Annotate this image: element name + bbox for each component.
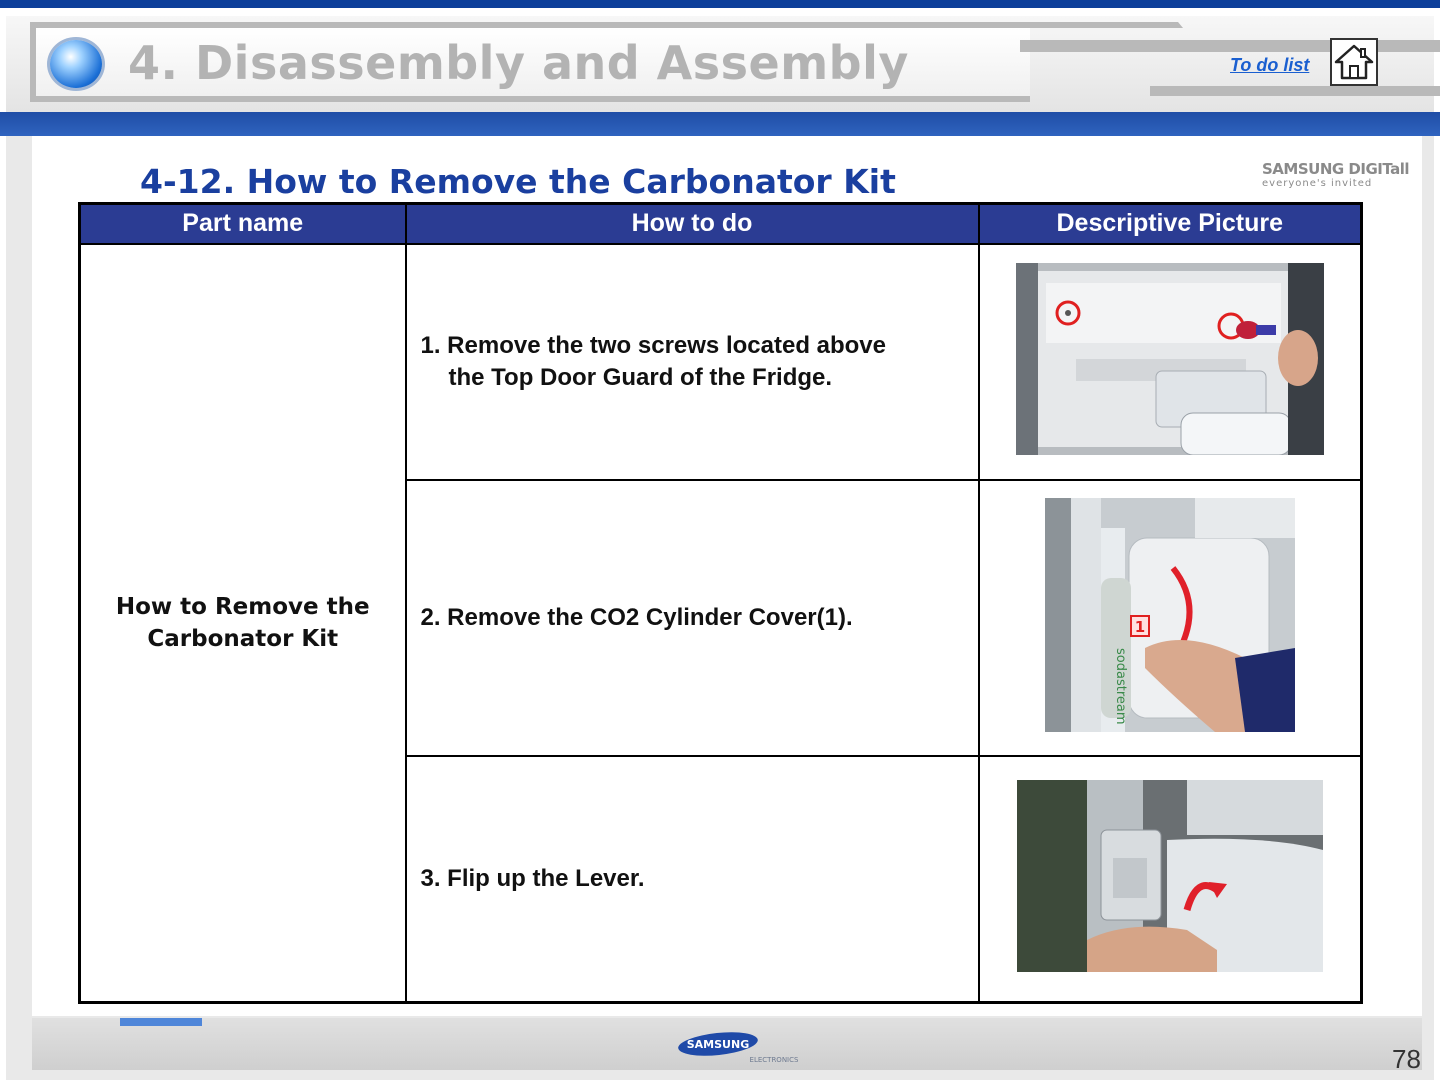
page-title: 4. Disassembly and Assembly [128,36,909,90]
footer-logo-text: SAMSUNG [686,1038,750,1051]
table-header-row [80,204,1362,244]
cover-callout-label: 1 [1134,618,1145,636]
part-name-line2: Carbonator Kit [147,625,339,652]
part-name-cell [80,244,406,1003]
step-1-line2: the Top Door Guard of the Fridge. [448,363,833,391]
procedure-table [78,202,1363,1004]
header-blue-band [0,112,1440,136]
footer-logo-sub: ELECTRONICS [749,1056,799,1064]
top-accent-line [0,0,1440,8]
brand-name: SAMSUNG DIGITall [1262,160,1410,178]
cylinder-label: sodastream [1112,648,1128,725]
step-2-picture-cell [979,480,1362,756]
home-icon [1334,43,1374,81]
step-2-instruction [406,480,979,756]
step-1-photo [1016,263,1324,455]
table-row [80,244,1362,480]
todo-list-link[interactable]: To do list [1230,55,1310,75]
header-part-name: Part name [80,204,406,244]
header-how-to-do: How to do [406,204,979,244]
samsung-electronics-logo [676,1030,806,1066]
step-1-line1: 1. Remove the two screws located above [420,331,887,359]
step-1-picture-cell [979,244,1362,480]
globe-icon [50,40,102,88]
step-3-line1: 3. Flip up the Lever. [420,864,645,892]
step-2-line1: 2. Remove the CO2 Cylinder Cover(1). [420,603,853,631]
page-number: 78 [1392,1044,1421,1074]
step-2-photo [1045,498,1295,732]
footer-accent [120,1018,202,1026]
header-descriptive-picture: Descriptive Picture [979,204,1362,244]
header-rail-lower [1150,86,1440,96]
part-name-line1: How to Remove the [115,593,370,620]
home-button[interactable] [1330,38,1378,86]
brand-tagline: everyone's invited [1262,178,1373,189]
step-3-picture-cell [979,756,1362,1003]
section-title: 4-12. How to Remove the Carbonator Kit [140,162,896,201]
step-1-instruction [406,244,979,480]
samsung-digitall-logo [1262,160,1414,194]
step-3-instruction [406,756,979,1003]
step-3-photo [1017,780,1323,972]
